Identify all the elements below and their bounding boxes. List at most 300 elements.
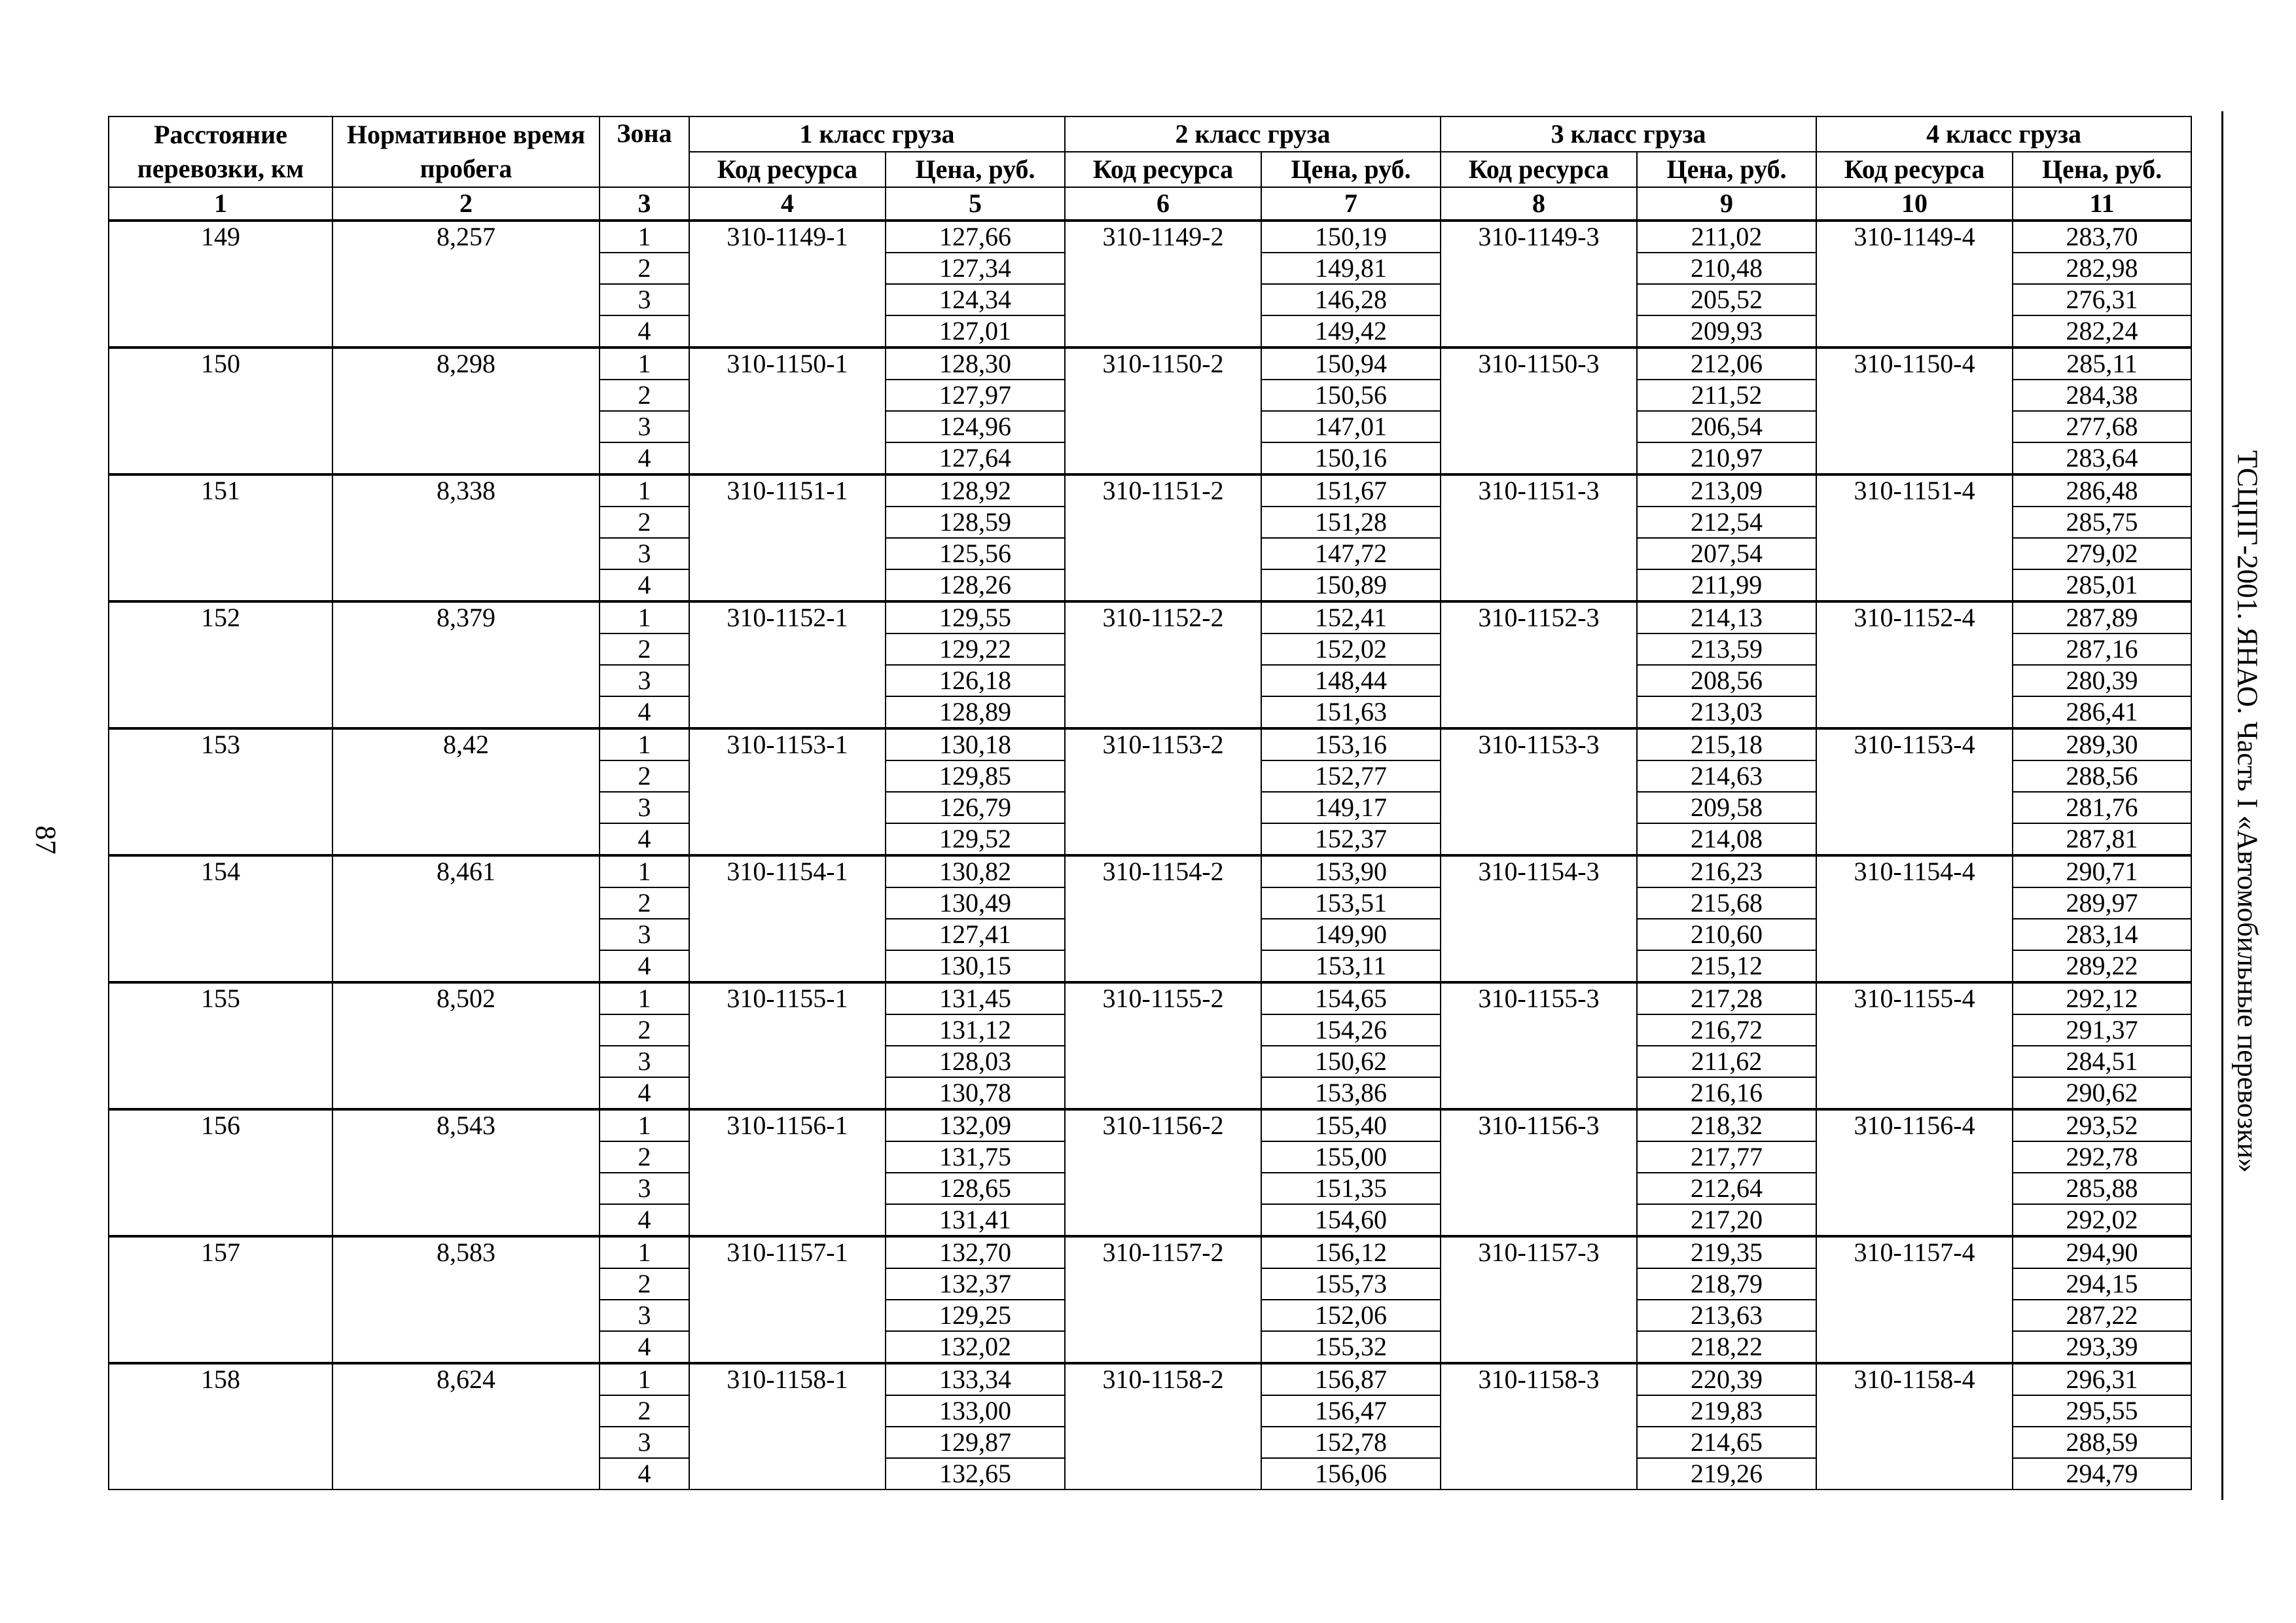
zone-cell: 3 xyxy=(600,284,689,315)
resource-code-cell: 310-1149-3 xyxy=(1441,221,1637,348)
price-cell: 149,42 xyxy=(1261,315,1441,348)
zone-cell: 4 xyxy=(600,696,689,728)
price-cell: 131,12 xyxy=(886,1014,1065,1046)
resource-code-cell: 310-1158-4 xyxy=(1816,1363,2013,1489)
price-cell: 128,89 xyxy=(886,696,1065,728)
price-cell: 214,65 xyxy=(1637,1427,1816,1458)
header-distance: Расстояние перевозки, км xyxy=(109,116,332,187)
time-cell: 8,298 xyxy=(332,348,600,474)
price-cell: 152,41 xyxy=(1261,601,1441,633)
price-cell: 287,16 xyxy=(2013,633,2191,665)
page-number: 87 xyxy=(29,825,62,855)
price-cell: 131,45 xyxy=(886,982,1065,1014)
price-cell: 284,51 xyxy=(2013,1046,2191,1077)
resource-code-cell: 310-1154-3 xyxy=(1441,855,1637,982)
resource-code-cell: 310-1151-2 xyxy=(1065,474,1261,601)
zone-cell: 4 xyxy=(600,1077,689,1109)
price-cell: 219,83 xyxy=(1637,1395,1816,1427)
table-row xyxy=(109,601,2191,633)
resource-code-cell: 310-1153-3 xyxy=(1441,728,1637,855)
distance-cell: 150 xyxy=(109,348,332,474)
price-cell: 128,92 xyxy=(886,474,1065,507)
table-row xyxy=(109,1109,2191,1141)
price-cell: 212,06 xyxy=(1637,348,1816,380)
column-number-row xyxy=(109,187,2191,221)
header-code: Код ресурса xyxy=(1816,152,2013,187)
price-cell: 215,18 xyxy=(1637,728,1816,760)
price-cell: 130,18 xyxy=(886,728,1065,760)
price-cell: 218,22 xyxy=(1637,1331,1816,1363)
distance-cell: 149 xyxy=(109,221,332,348)
price-cell: 206,54 xyxy=(1637,411,1816,442)
price-cell: 293,39 xyxy=(2013,1331,2191,1363)
right-margin-rule xyxy=(2221,111,2223,1500)
zone-cell: 3 xyxy=(600,1173,689,1204)
table-row xyxy=(109,474,2191,507)
header-class-3: 3 класс груза xyxy=(1441,116,1816,152)
header-zone: Зона xyxy=(600,116,689,187)
price-cell: 128,65 xyxy=(886,1173,1065,1204)
price-cell: 209,58 xyxy=(1637,792,1816,823)
price-cell: 127,01 xyxy=(886,315,1065,348)
price-cell: 285,11 xyxy=(2013,348,2191,380)
resource-code-cell: 310-1151-3 xyxy=(1441,474,1637,601)
distance-cell: 152 xyxy=(109,601,332,728)
zone-cell: 1 xyxy=(600,348,689,380)
table-row xyxy=(109,982,2191,1014)
resource-code-cell: 310-1157-1 xyxy=(689,1236,886,1363)
table-header xyxy=(109,116,2191,221)
resource-code-cell: 310-1155-1 xyxy=(689,982,886,1109)
zone-cell: 3 xyxy=(600,1300,689,1331)
column-number: 6 xyxy=(1065,187,1261,221)
header-price: Цена, руб. xyxy=(886,152,1065,187)
price-cell: 291,37 xyxy=(2013,1014,2191,1046)
price-cell: 130,15 xyxy=(886,950,1065,982)
header-class-2: 2 класс груза xyxy=(1065,116,1441,152)
column-number: 7 xyxy=(1261,187,1441,221)
price-cell: 153,16 xyxy=(1261,728,1441,760)
price-cell: 151,67 xyxy=(1261,474,1441,507)
zone-cell: 3 xyxy=(600,792,689,823)
zone-cell: 4 xyxy=(600,442,689,474)
price-cell: 148,44 xyxy=(1261,665,1441,696)
zone-cell: 3 xyxy=(600,665,689,696)
price-cell: 214,08 xyxy=(1637,823,1816,855)
resource-code-cell: 310-1154-2 xyxy=(1065,855,1261,982)
price-cell: 211,02 xyxy=(1637,221,1816,253)
price-cell: 290,62 xyxy=(2013,1077,2191,1109)
zone-cell: 4 xyxy=(600,1331,689,1363)
resource-code-cell: 310-1155-2 xyxy=(1065,982,1261,1109)
price-cell: 282,98 xyxy=(2013,253,2191,284)
distance-cell: 155 xyxy=(109,982,332,1109)
price-cell: 219,35 xyxy=(1637,1236,1816,1268)
column-number: 2 xyxy=(332,187,600,221)
zone-cell: 1 xyxy=(600,221,689,253)
price-cell: 215,68 xyxy=(1637,887,1816,919)
price-cell: 127,41 xyxy=(886,919,1065,950)
resource-code-cell: 310-1154-1 xyxy=(689,855,886,982)
price-cell: 218,32 xyxy=(1637,1109,1816,1141)
price-cell: 210,60 xyxy=(1637,919,1816,950)
zone-cell: 1 xyxy=(600,1236,689,1268)
price-cell: 151,35 xyxy=(1261,1173,1441,1204)
header-code: Код ресурса xyxy=(689,152,886,187)
zone-cell: 2 xyxy=(600,760,689,792)
price-cell: 128,26 xyxy=(886,569,1065,601)
price-cell: 129,22 xyxy=(886,633,1065,665)
price-cell: 156,47 xyxy=(1261,1395,1441,1427)
price-cell: 132,65 xyxy=(886,1458,1065,1489)
price-cell: 127,64 xyxy=(886,442,1065,474)
column-number: 10 xyxy=(1816,187,2013,221)
zone-cell: 2 xyxy=(600,1141,689,1173)
price-cell: 215,12 xyxy=(1637,950,1816,982)
price-cell: 130,82 xyxy=(886,855,1065,887)
price-cell: 129,87 xyxy=(886,1427,1065,1458)
price-cell: 211,62 xyxy=(1637,1046,1816,1077)
resource-code-cell: 310-1150-2 xyxy=(1065,348,1261,474)
resource-code-cell: 310-1154-4 xyxy=(1816,855,2013,982)
price-cell: 132,70 xyxy=(886,1236,1065,1268)
price-cell: 124,34 xyxy=(886,284,1065,315)
price-cell: 150,56 xyxy=(1261,380,1441,411)
price-cell: 292,12 xyxy=(2013,982,2191,1014)
resource-code-cell: 310-1152-1 xyxy=(689,601,886,728)
price-cell: 156,87 xyxy=(1261,1363,1441,1395)
price-cell: 288,59 xyxy=(2013,1427,2191,1458)
resource-code-cell: 310-1157-3 xyxy=(1441,1236,1637,1363)
price-cell: 277,68 xyxy=(2013,411,2191,442)
column-number: 8 xyxy=(1441,187,1637,221)
price-cell: 150,16 xyxy=(1261,442,1441,474)
zone-cell: 2 xyxy=(600,1395,689,1427)
distance-cell: 154 xyxy=(109,855,332,982)
resource-code-cell: 310-1149-1 xyxy=(689,221,886,348)
column-number: 3 xyxy=(600,187,689,221)
price-cell: 293,52 xyxy=(2013,1109,2191,1141)
price-cell: 216,23 xyxy=(1637,855,1816,887)
price-cell: 154,26 xyxy=(1261,1014,1441,1046)
price-cell: 295,55 xyxy=(2013,1395,2191,1427)
table-row xyxy=(109,855,2191,887)
time-cell: 8,338 xyxy=(332,474,600,601)
running-title-text: ТСЦПГ-2001. ЯНАО. Часть I «Автомобильные перевозки» xyxy=(2231,450,2264,1173)
price-cell: 127,66 xyxy=(886,221,1065,253)
price-cell: 217,28 xyxy=(1637,982,1816,1014)
column-number: 4 xyxy=(689,187,886,221)
zone-cell: 2 xyxy=(600,887,689,919)
price-cell: 125,56 xyxy=(886,538,1065,569)
price-cell: 288,56 xyxy=(2013,760,2191,792)
price-cell: 124,96 xyxy=(886,411,1065,442)
header-price: Цена, руб. xyxy=(2013,152,2191,187)
zone-cell: 2 xyxy=(600,380,689,411)
resource-code-cell: 310-1155-3 xyxy=(1441,982,1637,1109)
price-cell: 205,52 xyxy=(1637,284,1816,315)
price-cell: 133,00 xyxy=(886,1395,1065,1427)
price-cell: 156,12 xyxy=(1261,1236,1441,1268)
price-cell: 129,52 xyxy=(886,823,1065,855)
price-cell: 128,30 xyxy=(886,348,1065,380)
resource-code-cell: 310-1153-1 xyxy=(689,728,886,855)
price-cell: 132,02 xyxy=(886,1331,1065,1363)
price-cell: 127,34 xyxy=(886,253,1065,284)
resource-code-cell: 310-1151-1 xyxy=(689,474,886,601)
header-time: Нормативное время пробега xyxy=(332,116,600,187)
price-cell: 147,01 xyxy=(1261,411,1441,442)
time-cell: 8,257 xyxy=(332,221,600,348)
resource-code-cell: 310-1153-2 xyxy=(1065,728,1261,855)
resource-code-cell: 310-1150-3 xyxy=(1441,348,1637,474)
resource-code-cell: 310-1149-4 xyxy=(1816,221,2013,348)
price-cell: 155,73 xyxy=(1261,1268,1441,1300)
price-cell: 147,72 xyxy=(1261,538,1441,569)
zone-cell: 2 xyxy=(600,1014,689,1046)
resource-code-cell: 310-1153-4 xyxy=(1816,728,2013,855)
price-cell: 154,60 xyxy=(1261,1204,1441,1236)
price-cell: 279,02 xyxy=(2013,538,2191,569)
price-cell: 154,65 xyxy=(1261,982,1441,1014)
zone-cell: 4 xyxy=(600,823,689,855)
distance-cell: 156 xyxy=(109,1109,332,1236)
price-cell: 290,71 xyxy=(2013,855,2191,887)
price-cell: 212,54 xyxy=(1637,507,1816,538)
price-cell: 126,79 xyxy=(886,792,1065,823)
price-cell: 287,81 xyxy=(2013,823,2191,855)
price-cell: 283,14 xyxy=(2013,919,2191,950)
price-cell: 130,49 xyxy=(886,887,1065,919)
price-cell: 130,78 xyxy=(886,1077,1065,1109)
price-cell: 151,63 xyxy=(1261,696,1441,728)
price-cell: 131,41 xyxy=(886,1204,1065,1236)
price-cell: 211,99 xyxy=(1637,569,1816,601)
resource-code-cell: 310-1149-2 xyxy=(1065,221,1261,348)
price-cell: 219,26 xyxy=(1637,1458,1816,1489)
time-cell: 8,624 xyxy=(332,1363,600,1489)
zone-cell: 2 xyxy=(600,253,689,284)
price-cell: 289,22 xyxy=(2013,950,2191,982)
column-number: 5 xyxy=(886,187,1065,221)
header-price: Цена, руб. xyxy=(1261,152,1441,187)
zone-cell: 2 xyxy=(600,1268,689,1300)
header-code: Код ресурса xyxy=(1065,152,1261,187)
price-cell: 220,39 xyxy=(1637,1363,1816,1395)
price-cell: 218,79 xyxy=(1637,1268,1816,1300)
price-cell: 286,48 xyxy=(2013,474,2191,507)
zone-cell: 1 xyxy=(600,1109,689,1141)
zone-cell: 1 xyxy=(600,855,689,887)
resource-code-cell: 310-1156-1 xyxy=(689,1109,886,1236)
price-cell: 294,15 xyxy=(2013,1268,2191,1300)
price-cell: 133,34 xyxy=(886,1363,1065,1395)
price-cell: 152,37 xyxy=(1261,823,1441,855)
price-cell: 208,56 xyxy=(1637,665,1816,696)
price-cell: 282,24 xyxy=(2013,315,2191,348)
zone-cell: 3 xyxy=(600,538,689,569)
distance-cell: 151 xyxy=(109,474,332,601)
price-cell: 150,89 xyxy=(1261,569,1441,601)
price-cell: 213,59 xyxy=(1637,633,1816,665)
price-cell: 128,59 xyxy=(886,507,1065,538)
price-cell: 129,25 xyxy=(886,1300,1065,1331)
price-cell: 217,20 xyxy=(1637,1204,1816,1236)
price-cell: 213,63 xyxy=(1637,1300,1816,1331)
table-row xyxy=(109,348,2191,380)
resource-code-cell: 310-1158-2 xyxy=(1065,1363,1261,1489)
zone-cell: 3 xyxy=(600,919,689,950)
price-cell: 286,41 xyxy=(2013,696,2191,728)
zone-cell: 1 xyxy=(600,1363,689,1395)
time-cell: 8,379 xyxy=(332,601,600,728)
price-cell: 285,75 xyxy=(2013,507,2191,538)
header-class-4: 4 класс груза xyxy=(1816,116,2191,152)
zone-cell: 4 xyxy=(600,1204,689,1236)
price-cell: 276,31 xyxy=(2013,284,2191,315)
price-cell: 283,64 xyxy=(2013,442,2191,474)
price-cell: 149,90 xyxy=(1261,919,1441,950)
resource-code-cell: 310-1157-2 xyxy=(1065,1236,1261,1363)
price-cell: 281,76 xyxy=(2013,792,2191,823)
price-cell: 285,01 xyxy=(2013,569,2191,601)
price-cell: 129,85 xyxy=(886,760,1065,792)
price-cell: 155,40 xyxy=(1261,1109,1441,1141)
price-cell: 292,78 xyxy=(2013,1141,2191,1173)
price-cell: 217,77 xyxy=(1637,1141,1816,1173)
distance-cell: 153 xyxy=(109,728,332,855)
price-cell: 216,72 xyxy=(1637,1014,1816,1046)
price-cell: 149,17 xyxy=(1261,792,1441,823)
time-cell: 8,461 xyxy=(332,855,600,982)
resource-code-cell: 310-1156-4 xyxy=(1816,1109,2013,1236)
zone-cell: 4 xyxy=(600,315,689,348)
price-cell: 153,86 xyxy=(1261,1077,1441,1109)
table-row xyxy=(109,221,2191,253)
price-cell: 214,13 xyxy=(1637,601,1816,633)
price-cell: 285,88 xyxy=(2013,1173,2191,1204)
price-cell: 216,16 xyxy=(1637,1077,1816,1109)
price-cell: 129,55 xyxy=(886,601,1065,633)
price-cell: 294,90 xyxy=(2013,1236,2191,1268)
zone-cell: 3 xyxy=(600,411,689,442)
price-cell: 212,64 xyxy=(1637,1173,1816,1204)
resource-code-cell: 310-1150-1 xyxy=(689,348,886,474)
zone-cell: 1 xyxy=(600,728,689,760)
header-code: Код ресурса xyxy=(1441,152,1637,187)
price-cell: 131,75 xyxy=(886,1141,1065,1173)
price-cell: 152,02 xyxy=(1261,633,1441,665)
price-cell: 153,90 xyxy=(1261,855,1441,887)
resource-code-cell: 310-1152-3 xyxy=(1441,601,1637,728)
resource-code-cell: 310-1155-4 xyxy=(1816,982,2013,1109)
time-cell: 8,42 xyxy=(332,728,600,855)
resource-code-cell: 310-1151-4 xyxy=(1816,474,2013,601)
zone-cell: 3 xyxy=(600,1046,689,1077)
zone-cell: 4 xyxy=(600,950,689,982)
price-cell: 152,77 xyxy=(1261,760,1441,792)
resource-code-cell: 310-1152-4 xyxy=(1816,601,2013,728)
resource-code-cell: 310-1156-2 xyxy=(1065,1109,1261,1236)
tariff-table xyxy=(108,116,2192,1490)
price-cell: 155,32 xyxy=(1261,1331,1441,1363)
time-cell: 8,543 xyxy=(332,1109,600,1236)
price-cell: 289,30 xyxy=(2013,728,2191,760)
table-row xyxy=(109,1236,2191,1268)
price-cell: 296,31 xyxy=(2013,1363,2191,1395)
zone-cell: 1 xyxy=(600,474,689,507)
price-cell: 152,06 xyxy=(1261,1300,1441,1331)
zone-cell: 1 xyxy=(600,982,689,1014)
price-cell: 214,63 xyxy=(1637,760,1816,792)
price-cell: 150,19 xyxy=(1261,221,1441,253)
price-cell: 150,94 xyxy=(1261,348,1441,380)
price-cell: 289,97 xyxy=(2013,887,2191,919)
resource-code-cell: 310-1158-1 xyxy=(689,1363,886,1489)
price-cell: 146,28 xyxy=(1261,284,1441,315)
table-row xyxy=(109,1363,2191,1395)
column-number: 9 xyxy=(1637,187,1816,221)
distance-cell: 157 xyxy=(109,1236,332,1363)
resource-code-cell: 310-1158-3 xyxy=(1441,1363,1637,1489)
zone-cell: 4 xyxy=(600,569,689,601)
column-number: 1 xyxy=(109,187,332,221)
resource-code-cell: 310-1157-4 xyxy=(1816,1236,2013,1363)
price-cell: 210,97 xyxy=(1637,442,1816,474)
header-price: Цена, руб. xyxy=(1637,152,1816,187)
price-cell: 149,81 xyxy=(1261,253,1441,284)
zone-cell: 1 xyxy=(600,601,689,633)
price-cell: 292,02 xyxy=(2013,1204,2191,1236)
table-row xyxy=(109,728,2191,760)
price-cell: 294,79 xyxy=(2013,1458,2191,1489)
price-cell: 210,48 xyxy=(1637,253,1816,284)
zone-cell: 3 xyxy=(600,1427,689,1458)
time-cell: 8,583 xyxy=(332,1236,600,1363)
price-cell: 128,03 xyxy=(886,1046,1065,1077)
price-cell: 156,06 xyxy=(1261,1458,1441,1489)
price-cell: 209,93 xyxy=(1637,315,1816,348)
distance-cell: 158 xyxy=(109,1363,332,1489)
header-class-1: 1 класс груза xyxy=(689,116,1065,152)
price-cell: 155,00 xyxy=(1261,1141,1441,1173)
price-cell: 213,09 xyxy=(1637,474,1816,507)
price-cell: 284,38 xyxy=(2013,380,2191,411)
price-cell: 152,78 xyxy=(1261,1427,1441,1458)
price-cell: 287,89 xyxy=(2013,601,2191,633)
price-cell: 126,18 xyxy=(886,665,1065,696)
zone-cell: 4 xyxy=(600,1458,689,1489)
price-cell: 132,09 xyxy=(886,1109,1065,1141)
price-cell: 207,54 xyxy=(1637,538,1816,569)
column-number: 11 xyxy=(2013,187,2191,221)
table-body xyxy=(109,221,2191,1489)
price-cell: 132,37 xyxy=(886,1268,1065,1300)
zone-cell: 2 xyxy=(600,633,689,665)
price-cell: 280,39 xyxy=(2013,665,2191,696)
price-cell: 127,97 xyxy=(886,380,1065,411)
resource-code-cell: 310-1156-3 xyxy=(1441,1109,1637,1236)
price-cell: 150,62 xyxy=(1261,1046,1441,1077)
resource-code-cell: 310-1150-4 xyxy=(1816,348,2013,474)
zone-cell: 2 xyxy=(600,507,689,538)
price-cell: 151,28 xyxy=(1261,507,1441,538)
resource-code-cell: 310-1152-2 xyxy=(1065,601,1261,728)
price-cell: 287,22 xyxy=(2013,1300,2191,1331)
price-cell: 283,70 xyxy=(2013,221,2191,253)
price-cell: 153,11 xyxy=(1261,950,1441,982)
price-cell: 213,03 xyxy=(1637,696,1816,728)
